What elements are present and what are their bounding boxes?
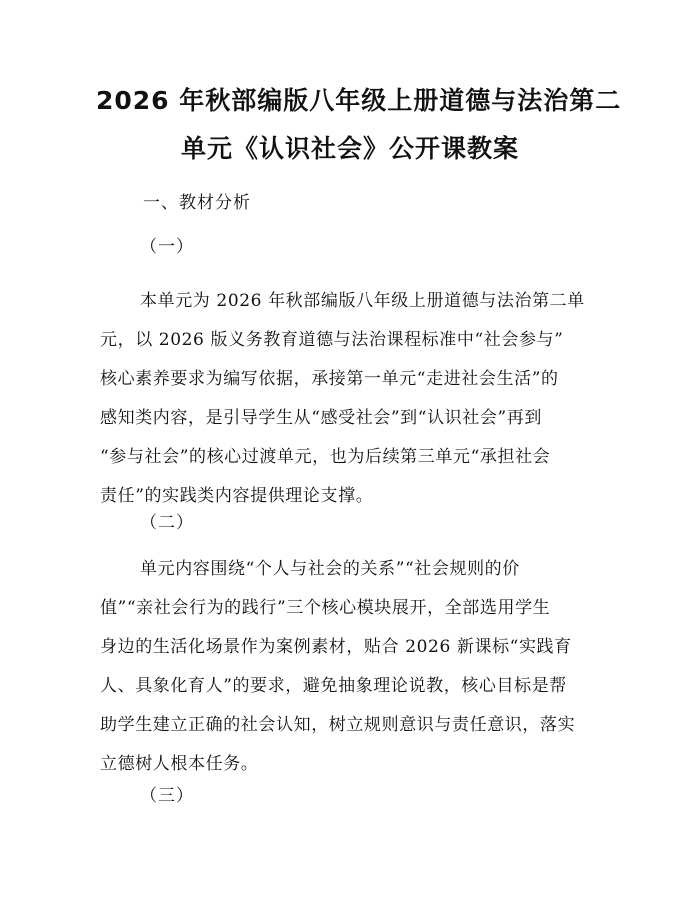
section-heading: 一、教材分析 xyxy=(143,193,251,213)
paragraph-2-line: 助学生建立正确的社会认知，树立规则意识与责任意识，落实 xyxy=(100,715,576,735)
paragraph-2-line: 单元内容围绕“个人与社会的关系”“社会规则的价 xyxy=(140,559,520,579)
paragraph-1 xyxy=(100,282,600,516)
subsection-heading-2: （二） xyxy=(140,513,194,533)
subsection-heading-3: （三） xyxy=(140,786,194,806)
paragraph-1-line: 元，以 2026 版义务教育道德与法治课程标准中“社会参与” xyxy=(100,330,564,350)
paragraph-1-line: 责任”的实践类内容提供理论支撑。 xyxy=(100,486,374,506)
paragraph-1-line: “参与社会”的核心过渡单元，也为后续第三单元“承担社会 xyxy=(100,447,551,467)
document-title-line-2: 单元《认识社会》公开课教案 xyxy=(180,134,519,163)
paragraph-2-line: 值”“亲社会行为的践行”三个核心模块展开，全部选用学生 xyxy=(100,598,551,618)
paragraph-1-line: 本单元为 2026 年秋部编版八年级上册道德与法治第二单 xyxy=(140,291,585,311)
paragraph-2-line: 立德树人根本任务。 xyxy=(100,754,259,774)
paragraph-2-line: 人、具象化育人”的要求，避免抽象理论说教，核心目标是帮 xyxy=(100,676,567,696)
paragraph-1-line: 感知类内容，是引导学生从“感受社会”到“认识社会”再到 xyxy=(100,408,542,428)
document-title-line-1: 2026 年秋部编版八年级上册道德与法治第二 xyxy=(96,86,622,115)
paragraph-2 xyxy=(100,550,600,784)
paragraph-2-line: 身边的生活化场景作为案例素材，贴合 2026 新课标“实践育 xyxy=(100,637,572,657)
paragraph-1-line: 核心素养要求为编写依据，承接第一单元“走进社会生活”的 xyxy=(100,369,559,389)
subsection-heading-1: （一） xyxy=(140,237,194,257)
